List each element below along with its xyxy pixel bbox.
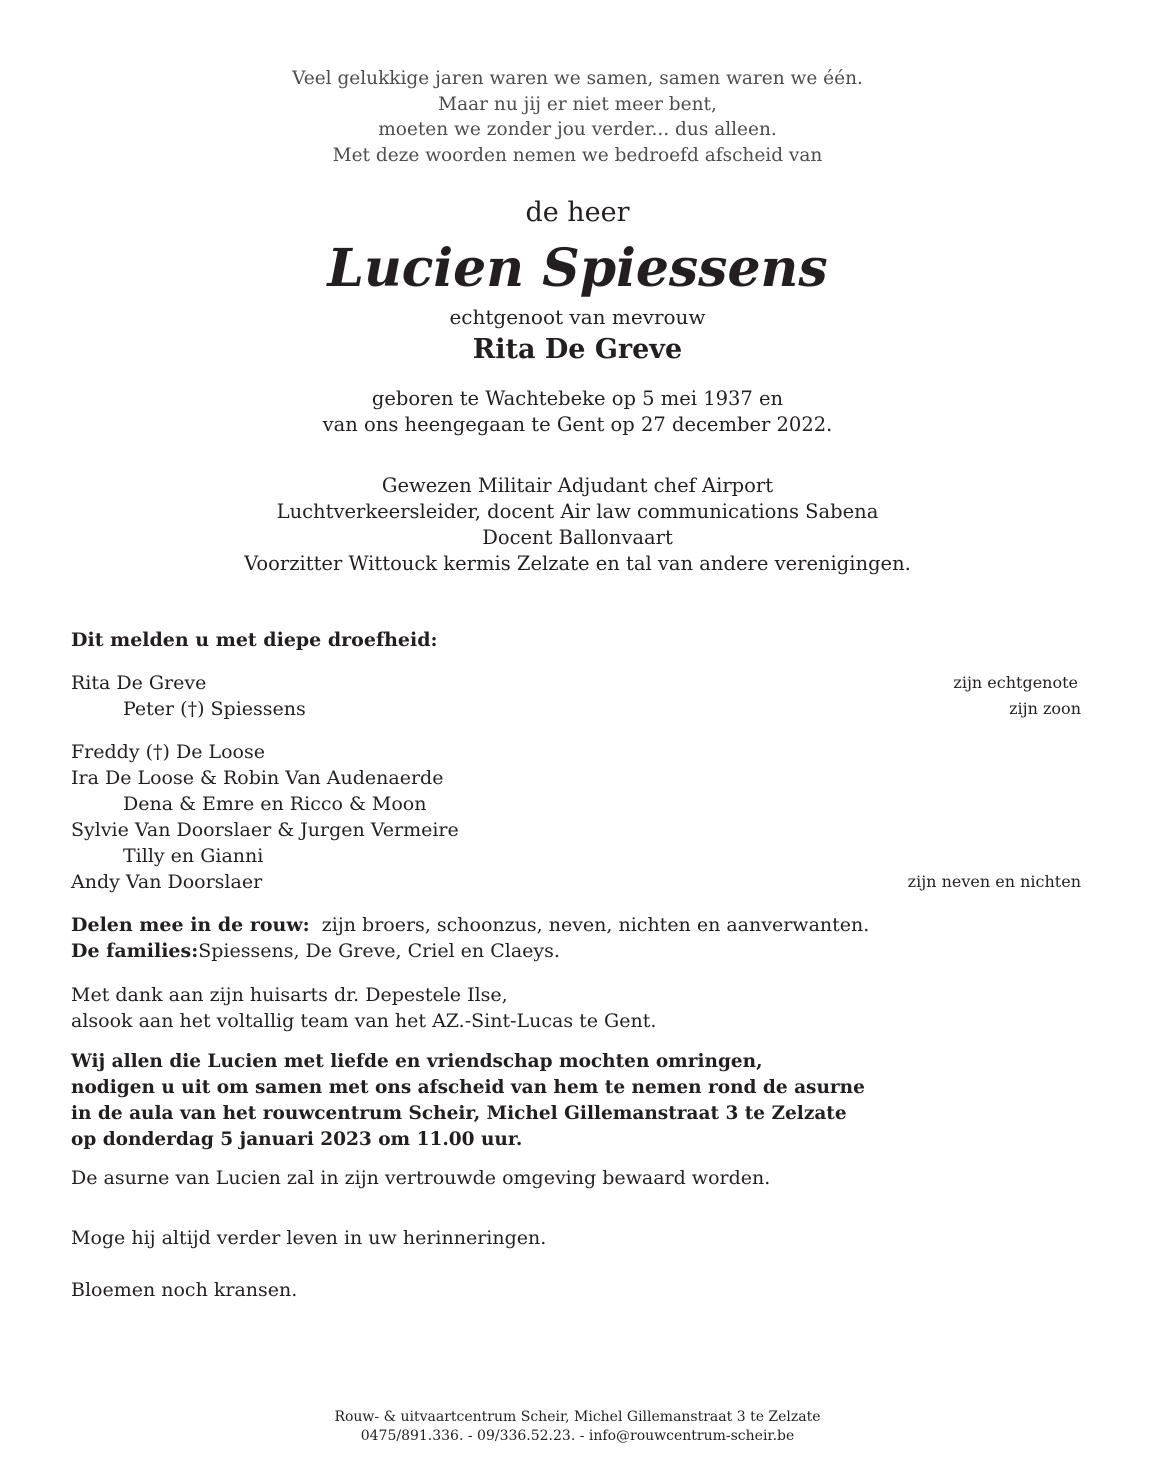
- poem-line: Met deze woorden nemen we bedroefd afscheid van: [332, 144, 823, 166]
- footer-contact: 0475/891.336. - 09/336.52.23. - info@rouwcentrum-scheir.be: [360, 1428, 795, 1444]
- career-line: Docent Ballonvaart: [482, 526, 673, 549]
- mourning-label: Delen mee in de rouw:: [71, 914, 310, 936]
- career: [0, 473, 1155, 577]
- deceased-name: Lucien Spiessens: [327, 238, 828, 299]
- family-name: Rita De Greve: [71, 672, 207, 694]
- family-name: Tilly en Gianni: [123, 845, 264, 867]
- family-row: [71, 696, 1081, 722]
- memory-line: Moge hij altijd verder leven in uw herinneringen.: [71, 1227, 547, 1249]
- poem-line: Veel gelukkige jaren waren we samen, samen waren we één.: [292, 68, 863, 89]
- career-line: Luchtverkeersleider, docent Air law communications Sabena: [276, 500, 879, 523]
- deceased-title: de heer: [525, 197, 630, 228]
- family-name: Dena & Emre en Ricco & Moon: [123, 793, 427, 815]
- footer-address: Rouw- & uitvaartcentrum Scheir, Michel Gillemanstraat 3 te Zelzate: [334, 1409, 821, 1425]
- mourning-families: [71, 938, 560, 964]
- spouse-intro: echtgenoot van mevrouw: [449, 305, 706, 329]
- invitation: [71, 1049, 865, 1153]
- announce-heading: Dit melden u met diepe droefheid:: [71, 629, 438, 651]
- career-line: Voorzitter Wittouck kermis Zelzate en tal van andere verenigingen.: [244, 552, 911, 575]
- mourning-relatives: [71, 912, 869, 938]
- family-name: Andy Van Doorslaer: [71, 871, 263, 893]
- family-row: [71, 739, 1081, 765]
- thanks-line: alsook aan het voltallig team van het AZ.-Sint-Lucas te Gent.: [71, 1010, 657, 1032]
- family-relation: zijn neven en nichten: [907, 872, 1081, 891]
- families-label: De families:: [71, 940, 199, 962]
- death-line: van ons heengegaan te Gent op 27 december 2022.: [322, 413, 833, 436]
- family-row: [71, 843, 1081, 869]
- family-name: Sylvie Van Doorslaer & Jurgen Vermeire: [71, 819, 459, 841]
- families-text: Spiessens, De Greve, Criel en Claeys.: [198, 940, 560, 962]
- family-relation: zijn zoon: [1009, 699, 1081, 718]
- family-name: Ira De Loose & Robin Van Audenaerde: [71, 767, 444, 789]
- footer: [0, 1408, 1155, 1446]
- flowers-note: Bloemen noch kransen.: [71, 1279, 298, 1301]
- poem-line: Maar nu jij er niet meer bent,: [438, 93, 717, 115]
- invitation-line: Wij allen die Lucien met liefde en vriendschap mochten omringen,: [71, 1051, 763, 1072]
- thanks: [71, 982, 656, 1034]
- invitation-line: nodigen u uit om samen met ons afscheid van hem te nemen rond de asurne: [71, 1077, 865, 1098]
- urn-note: De asurne van Lucien zal in zijn vertrouwde omgeving bewaard worden.: [71, 1167, 771, 1189]
- poem: [0, 66, 1155, 168]
- invitation-line: in de aula van het rouwcentrum Scheir, Michel Gillemanstraat 3 te Zelzate: [71, 1103, 847, 1124]
- mourning-text: zijn broers, schoonzus, neven, nichten en aanverwanten.: [321, 914, 870, 936]
- poem-line: moeten we zonder jou verder... dus alleen.: [378, 119, 777, 140]
- spouse-name: Rita De Greve: [472, 334, 683, 365]
- family-row: [71, 869, 1081, 895]
- career-line: Gewezen Militair Adjudant chef Airport: [381, 474, 774, 497]
- thanks-line: Met dank aan zijn huisarts dr. Depestele Ilse,: [71, 984, 508, 1006]
- family-relation: zijn echtgenote: [953, 673, 1078, 692]
- family-name: Peter (†) Spiessens: [123, 698, 306, 720]
- family-row: [71, 765, 1081, 791]
- family-row: [71, 670, 1081, 696]
- invitation-line: op donderdag 5 januari 2023 om 11.00 uur.: [71, 1129, 523, 1150]
- family-row: [71, 791, 1081, 817]
- birth-death-info: [0, 386, 1155, 438]
- birth-line: geboren te Wachtebeke op 5 mei 1937 en: [371, 387, 784, 410]
- family-name: Freddy (†) De Loose: [71, 741, 265, 763]
- family-row: [71, 817, 1081, 843]
